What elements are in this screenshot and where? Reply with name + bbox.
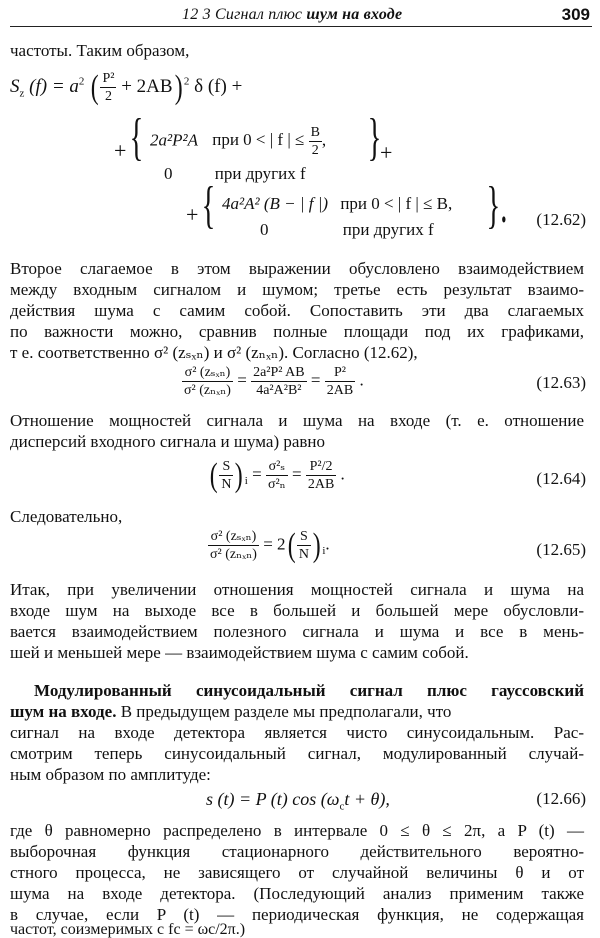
para1-line4: по важности можно, сравнив полные площади под их графиками, <box>10 322 584 341</box>
para1-line5: т е. соответственно σ² (zₛₓₙ) и σ² (zₙₓₙ). Согласно (12.62), <box>10 343 418 362</box>
para6-line5: в случае, если P (t) — периодическая функция, не содержащая <box>10 905 584 924</box>
right-brace: } <box>367 109 382 166</box>
para5-line2: шум на входе. В предыдущем разделе мы предполагали, что <box>10 702 452 721</box>
eq-number-12-62: (12.62) <box>536 210 586 229</box>
para2-line2: дисперсий входного сигнала и шума) равно <box>10 432 326 451</box>
eq-12-62-line1: $S_z$ $(f) = a^2$ ( $\frac{\text{P²}}{2}$ + 2AB) $^2$ δ (f) + <box>10 68 243 106</box>
eq-12-65: $\frac{\text{σ² (zₛₓₙ)}}{\text{σ² (zₙₓₙ)}}$ = 2( $\frac{S}{N}$ ) $_i$. <box>210 526 330 564</box>
para1-line2: между входным сигналом и шумом; третье есть результат взаимо- <box>10 280 584 299</box>
left-brace: { <box>129 109 144 166</box>
eq-number-12-65: (12.65) <box>536 540 586 559</box>
para6-line3: стного процесса, не зависящего от случайной величины θ и от <box>10 863 584 882</box>
right-brace-2: }. <box>486 177 508 234</box>
para6-line2: выборочная функция стационарного действительного вероятно- <box>10 842 584 861</box>
page-number: 309 <box>561 5 590 24</box>
eq-number-12-63: (12.63) <box>536 373 586 392</box>
eq-12-62-plus1: + <box>114 138 127 163</box>
para4-line4: шей и меньшей мере — взаимодействием шума с самим собой. <box>10 643 469 662</box>
para6-line1: где θ равномерно распределено в интервале 0 ≤ θ ≤ 2π, а P (t) — <box>10 821 584 840</box>
para1-line3: действия шума с самим собой. Сопоставить эти два слагаемых <box>10 301 584 320</box>
para5-line4: смотрим теперь синусоидальный сигнал, модулированный случай- <box>10 744 584 763</box>
eq-12-64: ( $\frac{S}{N}$ ) $_i$ = $\frac{\text{σ²ₛ}}{\text{σ²ₙ}}$ = $\frac{\text{P²/2}}{2AB}$ . <box>209 456 345 494</box>
eq-number-12-64: (12.64) <box>536 469 586 488</box>
para4-line3: вается взаимодействием полезного сигнала и шума и все в мень- <box>10 622 584 641</box>
eq-12-62-row4: 0 при других f <box>260 220 434 239</box>
section-heading: Модулированный синусоидальный сигнал плюс гауссовский <box>34 681 584 700</box>
para6-line6: частот, соизмеримых с fc = ωc/2π.) <box>10 921 246 938</box>
para4-line2: входе шум на выходе все в большей и большей мере обусловли- <box>10 601 584 620</box>
intro-line: частоты. Таким образом, <box>10 41 190 60</box>
chapter-title: 12 3 Сигнал плюс шум на входе <box>182 6 403 23</box>
para5-line3: сигнал на входе детектора является чисто синусоидальным. Рас- <box>10 723 584 742</box>
eq-12-62-plus2: + <box>380 140 393 165</box>
para5-line5: ным образом по амплитуде: <box>10 765 211 784</box>
eq-12-62-row1: 2a²P²A при 0 < | f | ≤ $\frac{B}{2}$ , <box>150 125 327 158</box>
para4-line1: Итак, при увеличении отношения мощностей сигнала и шума на <box>10 580 584 599</box>
eq-12-62-row3: 4a²A² (B − | f |) при 0 < | f | ≤ B, <box>222 194 453 213</box>
para2-line1: Отношение мощностей сигнала и шума на входе (т. е. отношение <box>10 411 584 430</box>
running-header <box>10 4 592 27</box>
eq-12-66: s (t) = P (t) $\cos (\omega_ct + \theta)$, <box>206 789 390 813</box>
left-brace-2: { <box>201 177 216 234</box>
eq-12-62-plus3: + <box>186 202 199 227</box>
eq-12-62-row2: 0 при других f <box>164 164 306 183</box>
eq-12-63: $\frac{\text{σ² (zₛₓₙ)}}{\text{σ² (zₙₓₙ)}}$ = $\frac{\text{2a²P² AB}}{\text{4a²A²B²}}$ = $\frac{\text{P²}}{2AB}$ . <box>184 365 364 398</box>
eq-number-12-66: (12.66) <box>536 789 586 808</box>
para3-line: Следовательно, <box>10 507 123 526</box>
para6-line4: шума на входе детектора. (Последующий анализ применим также <box>10 884 584 903</box>
para1-line1: Второе слагаемое в этом выражении обусловлено взаимодействием <box>10 259 584 278</box>
